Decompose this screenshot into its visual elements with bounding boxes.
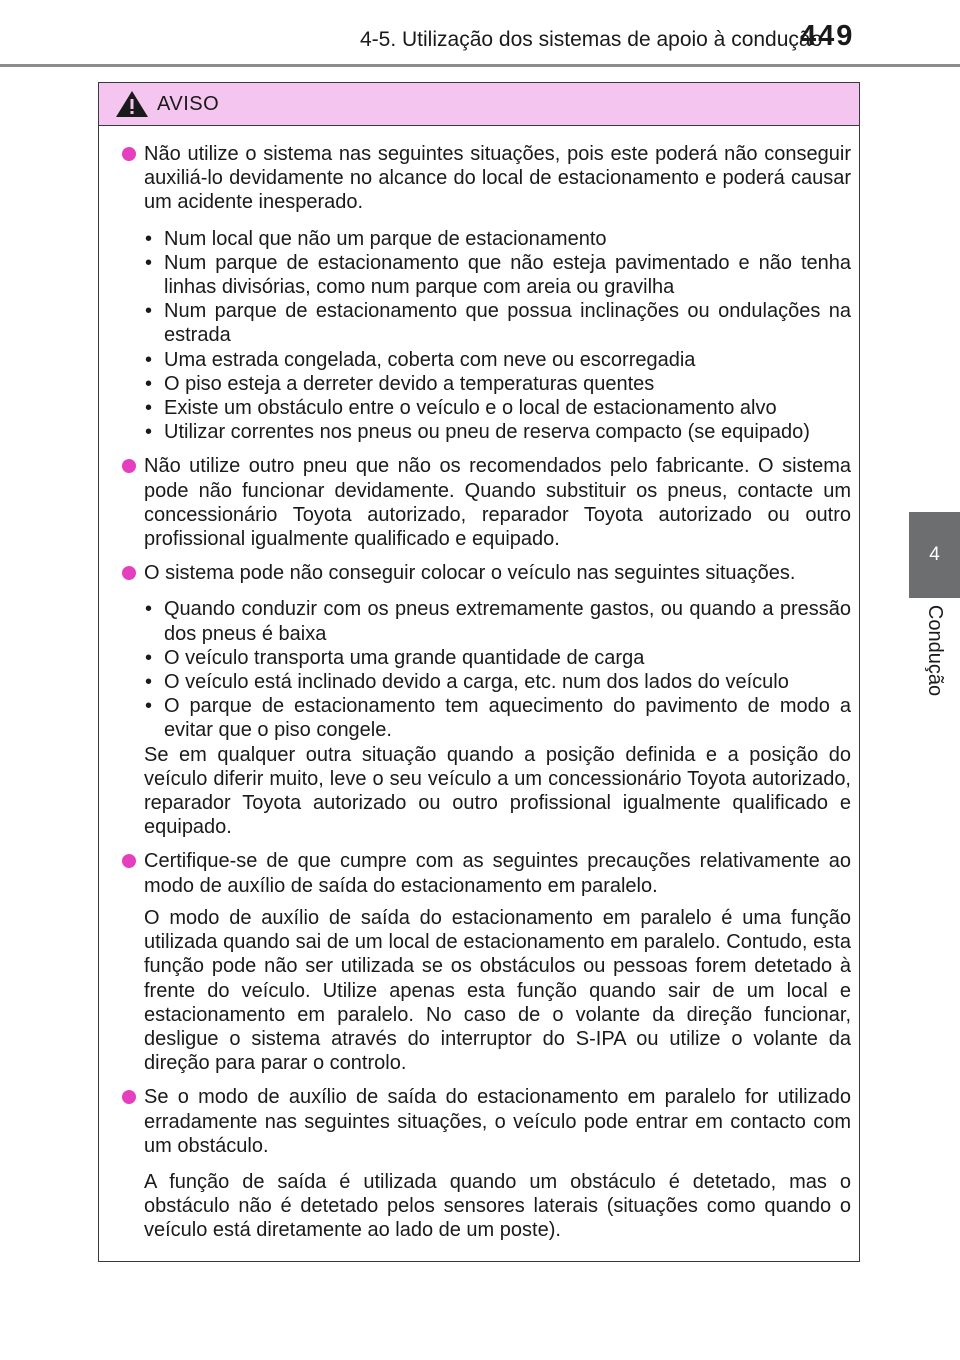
sub-list-item: • Utilizar correntes nos pneus ou pneu de reserva compacto (se equipado) (144, 420, 851, 444)
warning-header (99, 83, 859, 126)
chapter-tab[interactable] (909, 512, 960, 598)
warning-item (116, 561, 851, 839)
sub-list-item: • Quando conduzir com os pneus extremamente gastos, ou quando a pressão dos pneus é baixa (144, 597, 851, 645)
sub-list-item: • Uma estrada congelada, coberta com neve ou escorregadia (144, 348, 851, 372)
warning-item (116, 454, 851, 551)
page-number: 449 (800, 20, 855, 52)
sub-list (144, 597, 851, 742)
warning-box (98, 82, 860, 1262)
item-followup-text: A função de saída é utilizada quando um obstáculo é detetado, mas o obstáculo não é detetado pelos sensores laterais (situações como quando o veículo está diretamente ao lado de um poste). (144, 1170, 851, 1242)
sub-list-item: • O veículo transporta uma grande quantidade de carga (144, 646, 851, 670)
warning-item (116, 849, 851, 1075)
chapter-number: 4 (929, 544, 940, 565)
sub-list-item: • O piso esteja a derreter devido a temperaturas quentes (144, 372, 851, 396)
bullet-icon (122, 1090, 136, 1104)
item-text: O sistema pode não conseguir colocar o veículo nas seguintes situações. (144, 562, 796, 585)
chapter-label (909, 598, 960, 702)
sub-list (144, 227, 851, 445)
item-followup-text: Se em qualquer outra situação quando a posição definida e a posição do veículo diferir muito, leve o seu veículo a um concessionário Toyota autorizado, reparador Toyota autorizado ou outro profissional igualmente qualificado e equipado. (144, 743, 851, 839)
bullet-icon (122, 459, 136, 473)
bullet-icon (122, 566, 136, 580)
sub-list-item: • Existe um obstáculo entre o veículo e o local de estacionamento alvo (144, 396, 851, 420)
chapter-label-text: Condução (924, 604, 946, 696)
item-text: Não utilize outro pneu que não os recomendados pelo fabricante. O sistema pode não funcionar devidamente. Quando substituir os pneus, contacte um concessionário Toyota autorizado, reparador Toyota autorizado ou outro profissional igualmente qualificado e equipado. (144, 455, 851, 551)
warning-item (116, 1085, 851, 1242)
item-text: Não utilize o sistema nas seguintes situações, pois este poderá não conseguir auxiliá-lo devidamente no alcance do local de estacionamento e poderá causar um acidente inesperado. (144, 143, 851, 214)
sub-list-item: • Num local que não um parque de estacionamento (144, 227, 851, 251)
header-divider (0, 64, 960, 67)
warning-triangle-icon (115, 90, 149, 118)
warning-item (116, 142, 851, 444)
sub-list-item: • O veículo está inclinado devido a carga, etc. num dos lados do veículo (144, 670, 851, 694)
bullet-icon (122, 147, 136, 161)
item-text: Se o modo de auxílio de saída do estacionamento em paralelo for utilizado erradamente nas seguintes situações, o veículo pode entrar em contacto com um obstáculo. (144, 1086, 851, 1157)
sub-list-item: • O parque de estacionamento tem aquecimento do pavimento de modo a evitar que o piso congele. (144, 694, 851, 742)
item-text: Certifique-se de que cumpre com as seguintes precauções relativamente ao modo de auxílio de saída do estacionamento em paralelo. (144, 850, 851, 897)
sub-list-item: • Num parque de estacionamento que possua inclinações ou ondulações na estrada (144, 299, 851, 347)
section-title: 4-5. Utilização dos sistemas de apoio à condução (360, 28, 823, 51)
warning-content (99, 126, 859, 1243)
sub-list-item: • Num parque de estacionamento que não esteja pavimentado e não tenha linhas divisórias, como num parque com areia ou gravilha (144, 251, 851, 299)
item-followup-text: O modo de auxílio de saída do estacionamento em paralelo é uma função utilizada quando sai de um local de estacionamento em paralelo. Contudo, esta função pode não ser utilizada se os obstáculos ou pessoas forem detetado à frente do veículo. Utilize apenas esta função quando sair de um local e estacionamento em paralelo. No caso de o volante da direção funcionar, desligue o sistema através do interruptor do S-IPA ou utilize o volante da direção para parar o controlo. (144, 906, 851, 1075)
bullet-icon (122, 854, 136, 868)
warning-label: AVISO (157, 92, 220, 115)
